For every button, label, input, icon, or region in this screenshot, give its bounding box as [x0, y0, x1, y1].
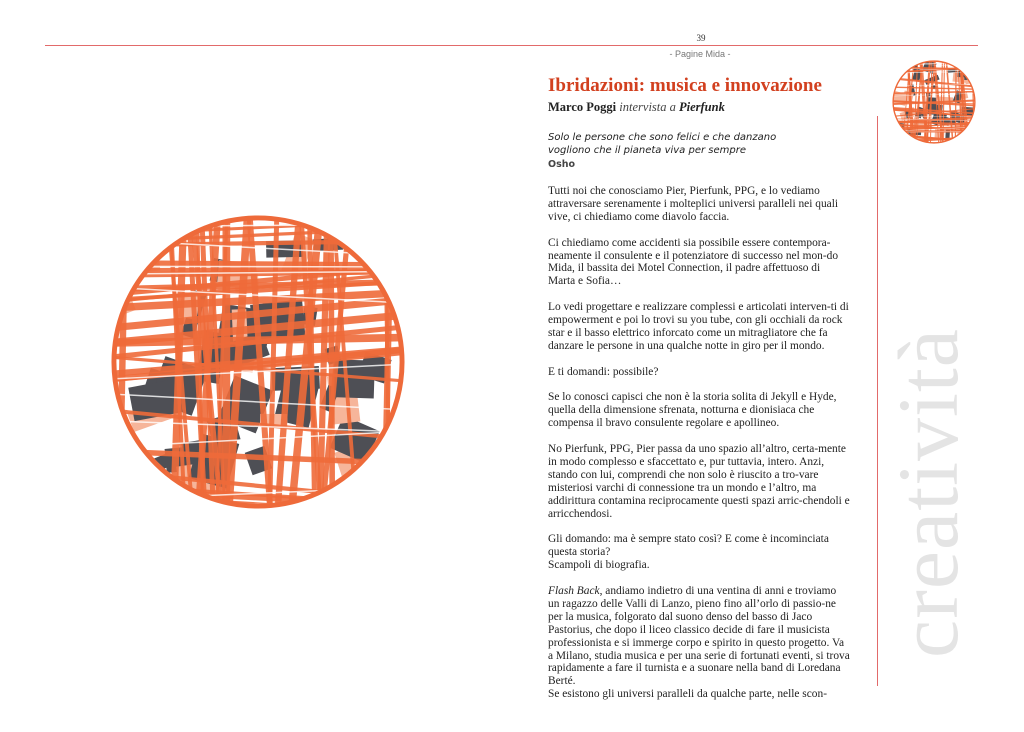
- paragraph: E ti domandi: possibile?: [548, 365, 659, 378]
- paragraph: Lo vedi progettare e realizzare complessi e articolati interven-ti di empowerment e poi lo trovi su you tube, con gli occhiali da rock star e il basso elettrico inforcato come un mitragliatore che fa danzare le persone in una qualche notte in giro per il mondo.: [548, 301, 849, 352]
- emphasis: Flash Back: [548, 584, 600, 597]
- epigraph-line: Solo le persone che sono felici e che danzano: [548, 132, 777, 143]
- page-number: 39: [696, 33, 706, 43]
- epigraph-line: vogliono che il pianeta viva per sempre: [548, 145, 746, 156]
- article: [548, 74, 850, 701]
- epigraph: [548, 131, 850, 157]
- paragraph: Ci chiediamo come accidenti sia possibile essere contempora-neamente il consulente e il potenziatore di successo nel mon-do Mida, il bassita dei Motel Connection, il padre affettuoso di Marta e Sofia…: [548, 236, 839, 288]
- byline: [548, 99, 850, 115]
- paragraph: [548, 585, 850, 688]
- running-head: - Pagine Mida -: [669, 49, 731, 59]
- article-title: Ibridazioni: musica e innovazione: [548, 75, 822, 96]
- small-circle-illustration: [892, 60, 976, 144]
- paragraph: Se lo conosci capisci che non è la storia solita di Jekyll e Hyde, quella della dimensione sfrenata, notturna e dionisiaca che compensa il bravo consulente regolare e apollineo.: [548, 391, 837, 430]
- author-name: Marco Poggi: [548, 100, 617, 114]
- paragraph: Gli domando: ma è sempre stato così? E come è incominciata questa storia?: [548, 533, 829, 559]
- paragraph-text: , andiamo indietro di una ventina di anni e troviamo un ragazzo delle Valli di Lanzo, pieno fino all’orlo di passio-ne per la musica, folgorato dal suono denso del basso di Jaco Pastorius, che dopo il liceo classico decide di fare il musicista professionista e si immerge corpo e spirito in questo progetto. Va a Milano, studia musica e per una serie di fortunati eventi, si trova rapidamente a fare il turnista e a suonare nella band di Loredana Berté.: [548, 584, 850, 688]
- paragraph: Scampoli di biografia.: [548, 559, 650, 572]
- paragraph: Tutti noi che conosciamo Pier, Pierfunk, PPG, e lo vediamo attraversare serenamente i molteplici universi paralleli nei quali vive, ci chiediamo come diavolo faccia.: [548, 185, 839, 223]
- paragraph: Se esistono gli universi paralleli da qualche parte, nelle scon-: [548, 688, 827, 701]
- section-word-vertical: [880, 298, 976, 688]
- interviewee-name: Pierfunk: [679, 100, 725, 114]
- abstract-circle-illustration: [110, 214, 406, 510]
- section-word: creatività: [880, 328, 976, 658]
- byline-connector: intervista a: [619, 100, 676, 114]
- paragraph: No Pierfunk, PPG, Pier passa da uno spazio all’altro, certa-mente in modo complesso e sfaccettato e, pur tuttavia, intero. Anzi, stando con lui, comprendi che non solo è riuscito a tro-vare misteriosi varchi di connessione tra un mondo e l’altro, ma addirittura contamina reciprocamente questi spazi arric-chendoli e arricchendosi.: [548, 443, 850, 520]
- article-body: [548, 185, 850, 701]
- header-rule: [45, 45, 978, 46]
- epigraph-author: Osho: [548, 159, 576, 170]
